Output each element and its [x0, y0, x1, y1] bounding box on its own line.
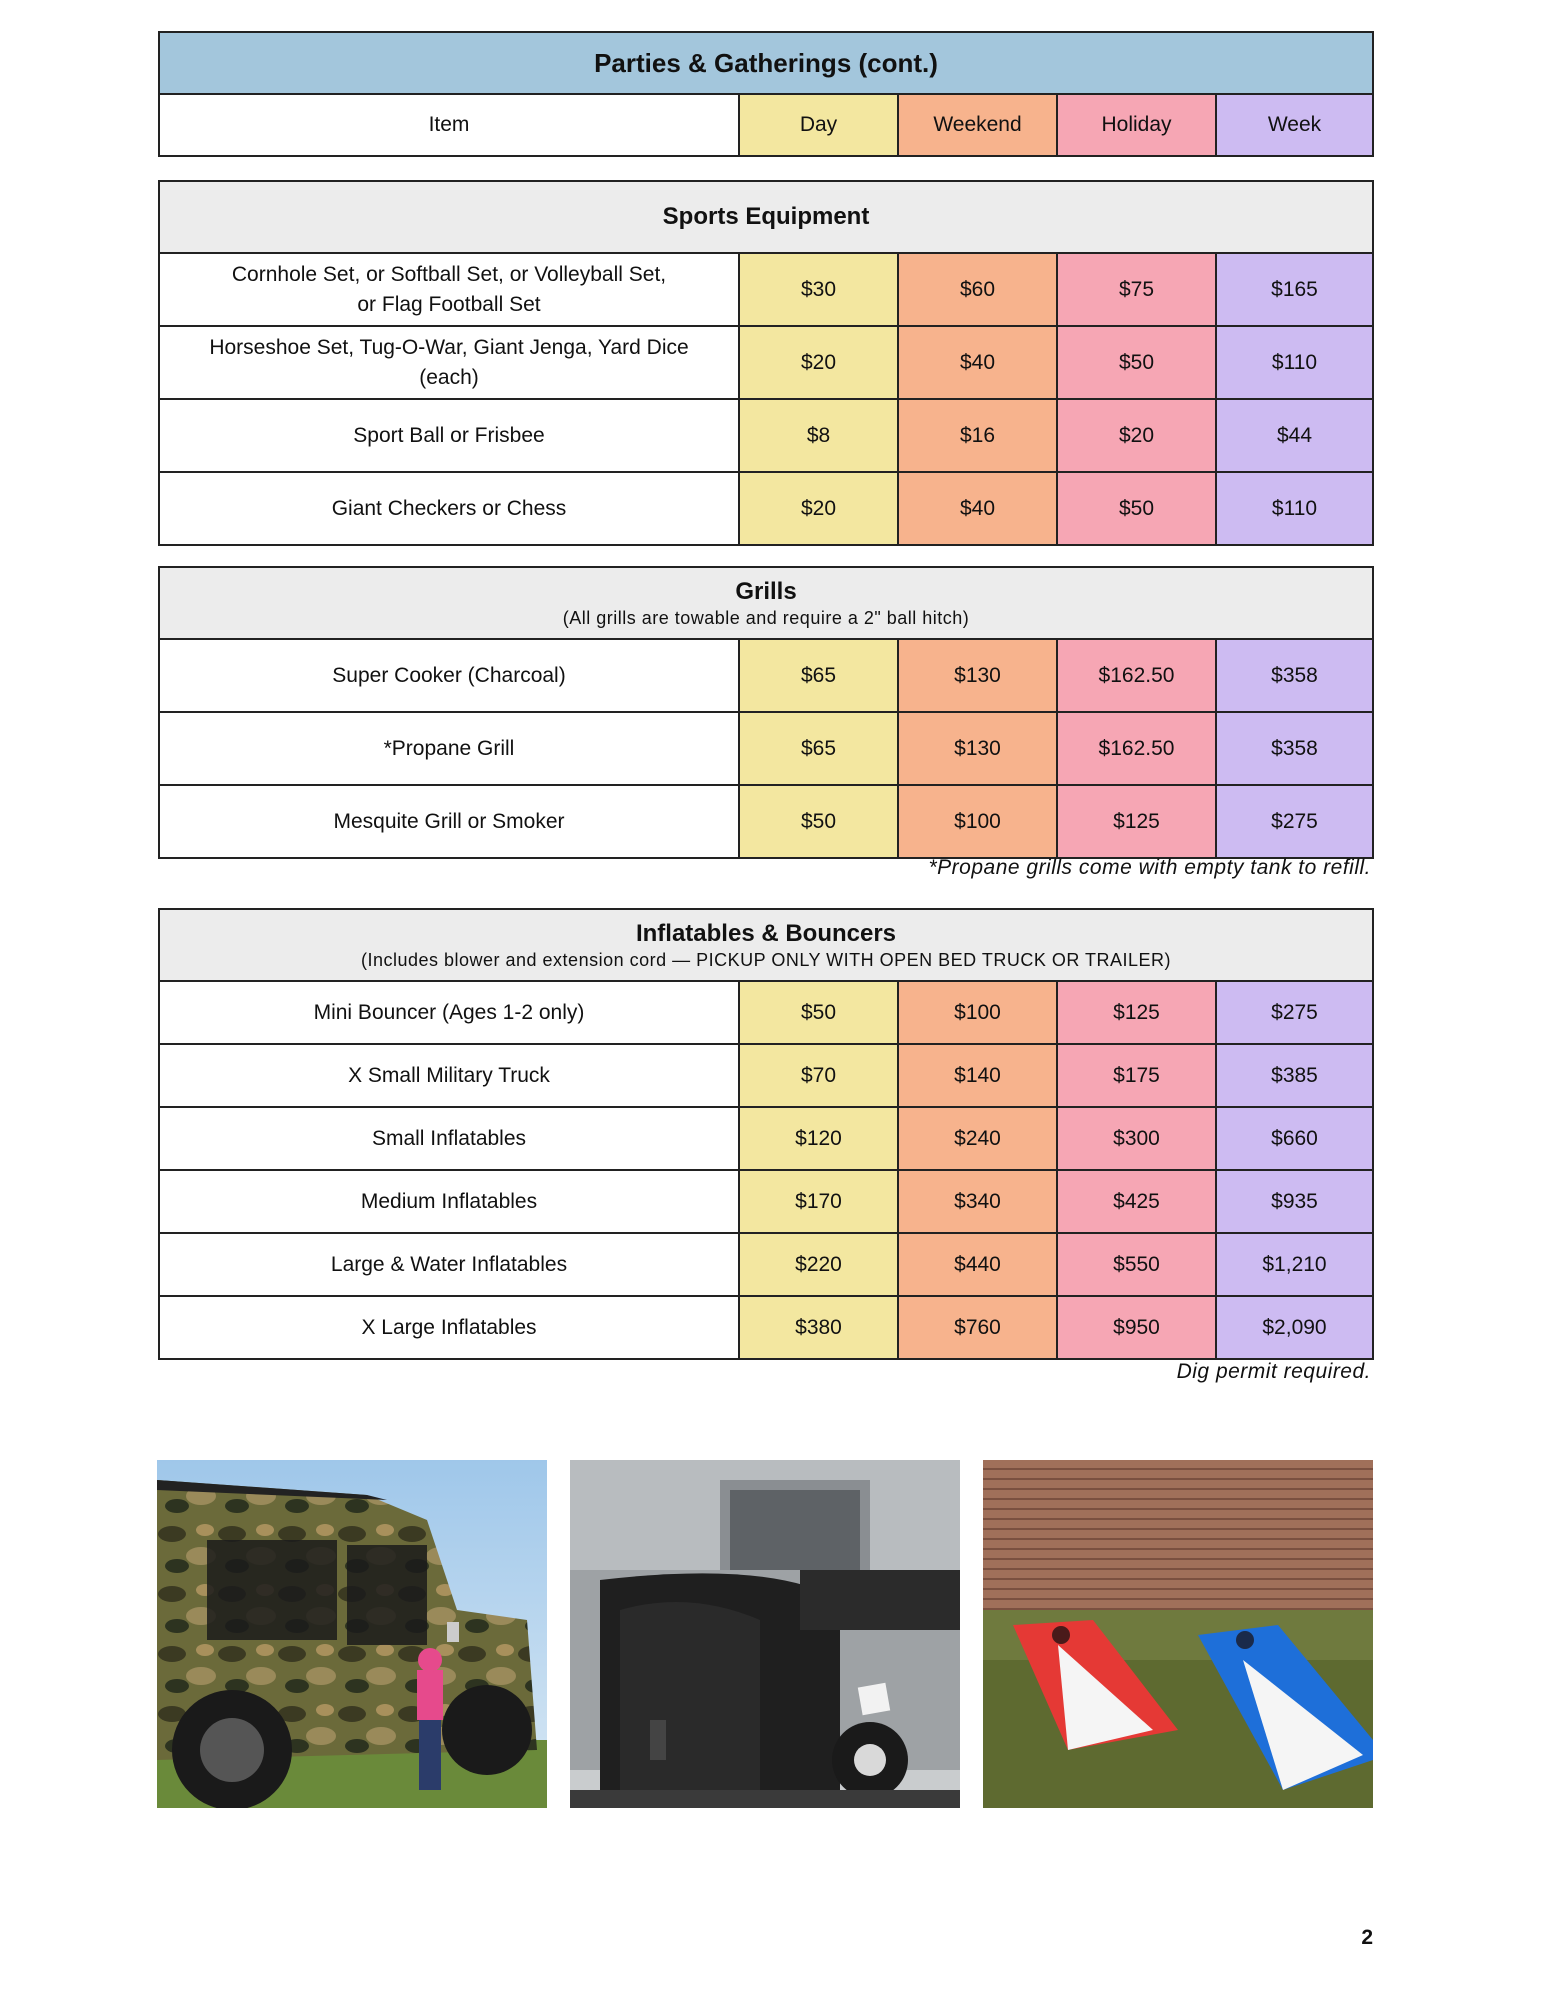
price-weekend: $100	[897, 982, 1056, 1043]
price-week: $358	[1215, 713, 1372, 784]
price-day: $120	[738, 1108, 897, 1169]
item-name: X Large Inflatables	[160, 1297, 738, 1358]
cornhole-boards-photo	[983, 1460, 1373, 1808]
price-weekend: $100	[897, 786, 1056, 857]
table-row	[160, 640, 1372, 711]
table-row	[160, 471, 1372, 544]
price-holiday: $162.50	[1056, 713, 1215, 784]
dig-permit-note: Dig permit required.	[1176, 1360, 1371, 1383]
item-name: Giant Checkers or Chess	[160, 473, 738, 544]
price-weekend: $130	[897, 640, 1056, 711]
item-name: *Propane Grill	[160, 713, 738, 784]
item-name: Horseshoe Set, Tug-O-War, Giant Jenga, Yard Dice (each)	[160, 327, 738, 398]
item-name: X Small Military Truck	[160, 1045, 738, 1106]
item-name: Mesquite Grill or Smoker	[160, 786, 738, 857]
price-holiday: $125	[1056, 982, 1215, 1043]
item-name: Large & Water Inflatables	[160, 1234, 738, 1295]
price-holiday: $425	[1056, 1171, 1215, 1232]
price-weekend: $340	[897, 1171, 1056, 1232]
price-holiday: $550	[1056, 1234, 1215, 1295]
price-holiday: $300	[1056, 1108, 1215, 1169]
table-row	[160, 254, 1372, 325]
price-day: $8	[738, 400, 897, 471]
price-holiday: $50	[1056, 327, 1215, 398]
col-weekend-header: Weekend	[897, 95, 1056, 155]
price-weekend: $240	[897, 1108, 1056, 1169]
table-row	[160, 1169, 1372, 1232]
price-day: $20	[738, 473, 897, 544]
propane-note: *Propane grills come with empty tank to refill.	[928, 856, 1371, 879]
price-day: $170	[738, 1171, 897, 1232]
price-day: $50	[738, 982, 897, 1043]
price-holiday: $125	[1056, 786, 1215, 857]
price-week: $385	[1215, 1045, 1372, 1106]
price-week: $935	[1215, 1171, 1372, 1232]
price-weekend: $760	[897, 1297, 1056, 1358]
col-holiday-header: Holiday	[1056, 95, 1215, 155]
table-row	[160, 325, 1372, 398]
price-day: $220	[738, 1234, 897, 1295]
table-row	[160, 1232, 1372, 1295]
item-name: Medium Inflatables	[160, 1171, 738, 1232]
price-holiday: $50	[1056, 473, 1215, 544]
section-title: Inflatables & Bouncers	[635, 919, 897, 947]
section-title: Sports Equipment	[662, 203, 870, 230]
price-day: $65	[738, 713, 897, 784]
page-number: 2	[1361, 1926, 1373, 1949]
price-week: $44	[1215, 400, 1372, 471]
section-header	[160, 182, 1372, 254]
price-holiday: $75	[1056, 254, 1215, 325]
grills-table	[158, 566, 1374, 859]
price-week: $660	[1215, 1108, 1372, 1169]
price-week: $110	[1215, 327, 1372, 398]
section-title: Grills	[735, 577, 797, 605]
price-week: $1,210	[1215, 1234, 1372, 1295]
table-row	[160, 784, 1372, 857]
col-day-header: Day	[738, 95, 897, 155]
price-week: $275	[1215, 786, 1372, 857]
smoker-grill-photo	[570, 1460, 960, 1808]
item-name: Sport Ball or Frisbee	[160, 400, 738, 471]
section-subtitle: (Includes blower and extension cord — PICKUP ONLY WITH OPEN BED TRUCK OR TRAILER)	[360, 949, 1172, 970]
price-day: $30	[738, 254, 897, 325]
price-weekend: $16	[897, 400, 1056, 471]
col-item-header: Item	[160, 95, 738, 155]
table-row	[160, 1295, 1372, 1358]
table-row	[160, 711, 1372, 784]
header-table	[158, 31, 1374, 157]
table-row	[160, 1043, 1372, 1106]
page-title: Parties & Gatherings (cont.)	[160, 33, 1372, 95]
price-week: $275	[1215, 982, 1372, 1043]
section-header	[160, 568, 1372, 640]
price-week: $2,090	[1215, 1297, 1372, 1358]
section-subtitle: (All grills are towable and require a 2" ball hitch)	[562, 607, 970, 628]
item-name: Super Cooker (Charcoal)	[160, 640, 738, 711]
price-day: $380	[738, 1297, 897, 1358]
col-week-header: Week	[1215, 95, 1372, 155]
price-week: $358	[1215, 640, 1372, 711]
price-holiday: $950	[1056, 1297, 1215, 1358]
item-name: Mini Bouncer (Ages 1-2 only)	[160, 982, 738, 1043]
price-day: $50	[738, 786, 897, 857]
price-weekend: $40	[897, 327, 1056, 398]
price-holiday: $162.50	[1056, 640, 1215, 711]
price-weekend: $440	[897, 1234, 1056, 1295]
section-header	[160, 910, 1372, 982]
price-day: $20	[738, 327, 897, 398]
price-day: $70	[738, 1045, 897, 1106]
item-name: Cornhole Set, or Softball Set, or Volleyball Set, or Flag Football Set	[160, 254, 738, 325]
inflatables-table	[158, 908, 1374, 1360]
item-name: Small Inflatables	[160, 1108, 738, 1169]
price-weekend: $140	[897, 1045, 1056, 1106]
price-holiday: $20	[1056, 400, 1215, 471]
table-row	[160, 982, 1372, 1043]
table-row	[160, 398, 1372, 471]
price-week: $110	[1215, 473, 1372, 544]
price-holiday: $175	[1056, 1045, 1215, 1106]
military-truck-inflatable-photo	[157, 1460, 547, 1808]
price-weekend: $60	[897, 254, 1056, 325]
table-row	[160, 1106, 1372, 1169]
sports-table	[158, 180, 1374, 546]
price-week: $165	[1215, 254, 1372, 325]
price-weekend: $130	[897, 713, 1056, 784]
price-day: $65	[738, 640, 897, 711]
price-weekend: $40	[897, 473, 1056, 544]
